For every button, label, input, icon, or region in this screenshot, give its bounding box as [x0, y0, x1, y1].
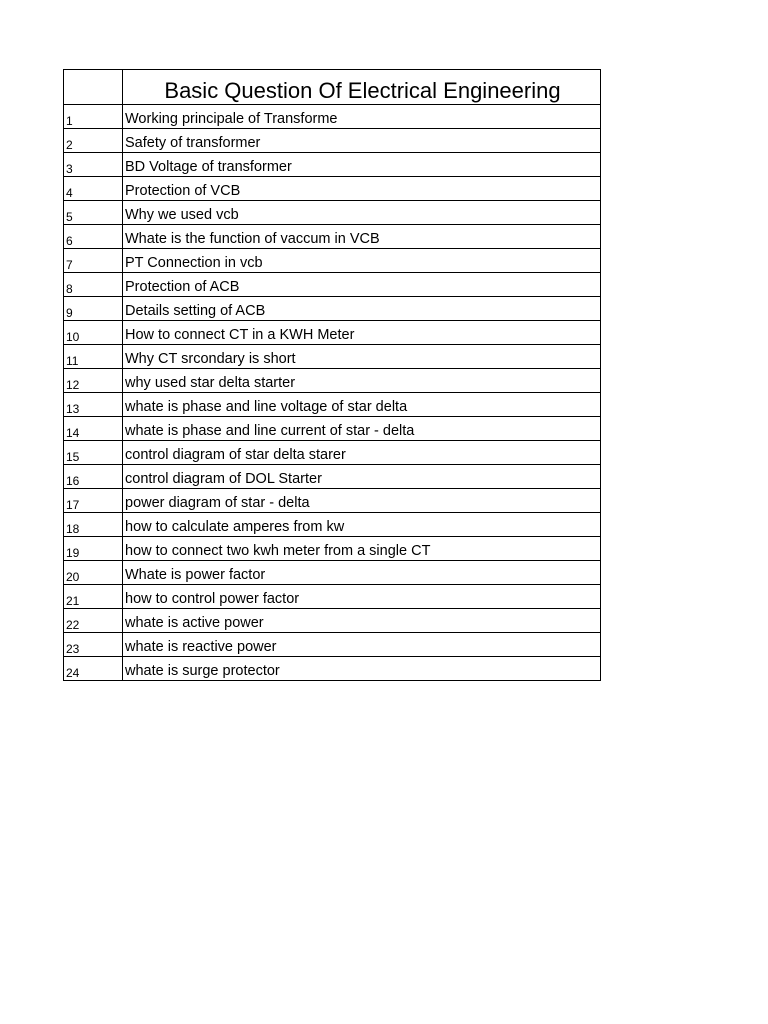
- question-number: 2: [64, 129, 123, 153]
- table-row: [64, 513, 601, 537]
- title-row: [64, 70, 601, 105]
- question-text: how to connect two kwh meter from a single CT: [123, 537, 601, 561]
- question-text: PT Connection in vcb: [123, 249, 601, 273]
- question-number: 7: [64, 249, 123, 273]
- table-row: [64, 345, 601, 369]
- question-number: 19: [64, 537, 123, 561]
- question-number: 8: [64, 273, 123, 297]
- table-row: [64, 465, 601, 489]
- question-text: control diagram of DOL Starter: [123, 465, 601, 489]
- question-table-body: [64, 70, 601, 681]
- table-row: [64, 177, 601, 201]
- question-text: Whate is the function of vaccum in VCB: [123, 225, 601, 249]
- question-text: whate is active power: [123, 609, 601, 633]
- question-text: whate is surge protector: [123, 657, 601, 681]
- question-text: control diagram of star delta starer: [123, 441, 601, 465]
- question-text: how to control power factor: [123, 585, 601, 609]
- question-number: 3: [64, 153, 123, 177]
- question-text: how to calculate amperes from kw: [123, 513, 601, 537]
- question-text: BD Voltage of transformer: [123, 153, 601, 177]
- table-row: [64, 633, 601, 657]
- table-row: [64, 297, 601, 321]
- question-number: 23: [64, 633, 123, 657]
- question-text: whate is phase and line current of star - delta: [123, 417, 601, 441]
- question-text: Protection of VCB: [123, 177, 601, 201]
- table-row: [64, 609, 601, 633]
- table-row: [64, 105, 601, 129]
- question-number: 20: [64, 561, 123, 585]
- question-text: whate is phase and line voltage of star delta: [123, 393, 601, 417]
- table-row: [64, 489, 601, 513]
- table-row: [64, 369, 601, 393]
- question-text: How to connect CT in a KWH Meter: [123, 321, 601, 345]
- question-text: why used star delta starter: [123, 369, 601, 393]
- table-row: [64, 129, 601, 153]
- question-number: 11: [64, 345, 123, 369]
- question-text: Why CT srcondary is short: [123, 345, 601, 369]
- question-number: 1: [64, 105, 123, 129]
- question-table: [63, 69, 601, 681]
- table-row: [64, 657, 601, 681]
- question-text: Working principale of Transforme: [123, 105, 601, 129]
- question-number: 12: [64, 369, 123, 393]
- question-number: 5: [64, 201, 123, 225]
- table-row: [64, 321, 601, 345]
- question-number: 16: [64, 465, 123, 489]
- question-number: 14: [64, 417, 123, 441]
- question-text: power diagram of star - delta: [123, 489, 601, 513]
- question-text: Protection of ACB: [123, 273, 601, 297]
- table-row: [64, 537, 601, 561]
- table-row: [64, 441, 601, 465]
- question-number: 21: [64, 585, 123, 609]
- question-number: 9: [64, 297, 123, 321]
- table-row: [64, 393, 601, 417]
- table-row: [64, 225, 601, 249]
- question-text: Why we used vcb: [123, 201, 601, 225]
- question-number: 6: [64, 225, 123, 249]
- question-number: 10: [64, 321, 123, 345]
- table-row: [64, 249, 601, 273]
- table-row: [64, 201, 601, 225]
- question-text: Details setting of ACB: [123, 297, 601, 321]
- table-row: [64, 273, 601, 297]
- table-row: [64, 561, 601, 585]
- table-row: [64, 417, 601, 441]
- document-title: Basic Question Of Electrical Engineering: [123, 70, 601, 105]
- question-text: whate is reactive power: [123, 633, 601, 657]
- table-row: [64, 585, 601, 609]
- question-number: 13: [64, 393, 123, 417]
- question-number: 18: [64, 513, 123, 537]
- table-row: [64, 153, 601, 177]
- question-text: Safety of transformer: [123, 129, 601, 153]
- question-number: 4: [64, 177, 123, 201]
- title-number-cell: [64, 70, 123, 105]
- question-number: 15: [64, 441, 123, 465]
- question-number: 17: [64, 489, 123, 513]
- question-number: 24: [64, 657, 123, 681]
- question-text: Whate is power factor: [123, 561, 601, 585]
- question-number: 22: [64, 609, 123, 633]
